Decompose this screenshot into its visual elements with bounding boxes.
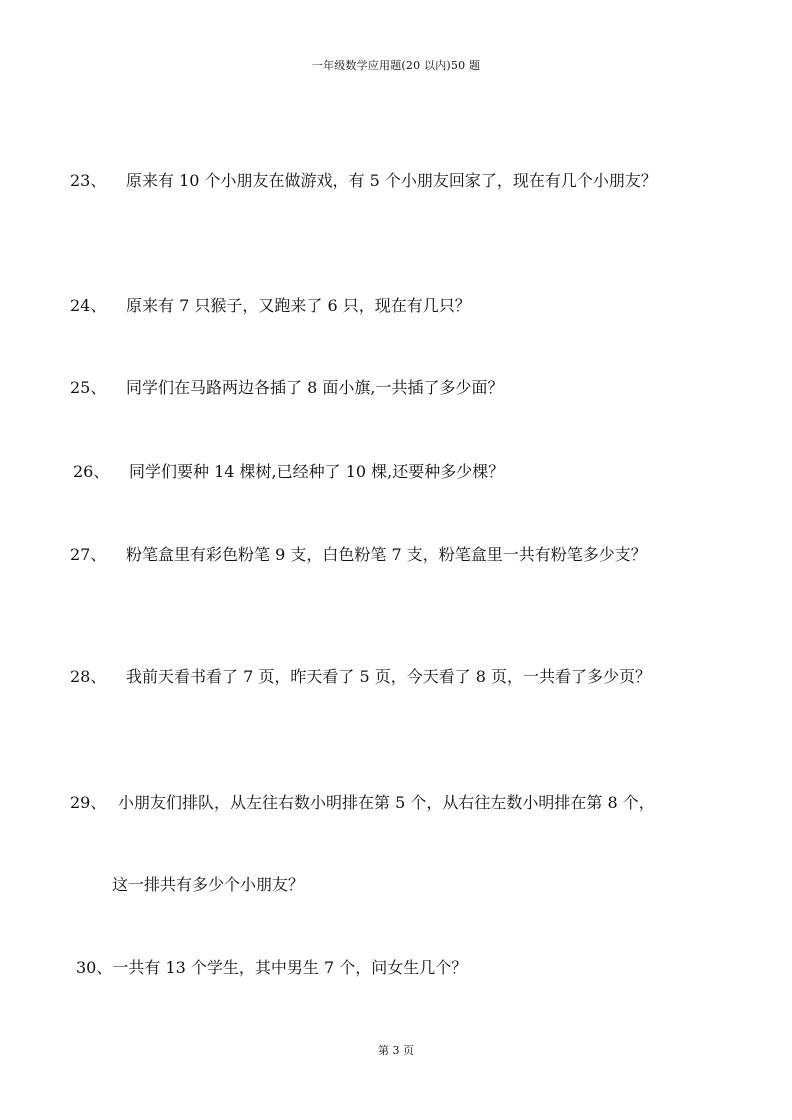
question-number: 26、: [73, 462, 110, 481]
question-number: 30、: [76, 958, 113, 977]
question-number: 29、: [70, 793, 107, 812]
question-30: [76, 958, 467, 978]
question-29: [70, 793, 655, 813]
question-28: [70, 667, 651, 687]
question-number: 27、: [70, 545, 107, 564]
question-text: 小朋友们排队，从左往右数小明排在第 5 个，从右往左数小明排在第 8 个，: [118, 793, 655, 812]
question-25: [70, 378, 503, 398]
page-number: 第 3 页: [378, 1044, 414, 1057]
question-number: 24、: [70, 296, 107, 315]
question-text: 同学们要种 14 棵树,已经种了 10 棵,还要种多少棵？: [129, 462, 505, 481]
question-number: 23、: [70, 171, 107, 190]
question-text: 原来有 7 只猴子，又跑来了 6 只，现在有几只？: [126, 296, 471, 315]
question-27: [70, 545, 647, 565]
question-text: 粉笔盒里有彩色粉笔 9 支，白色粉笔 7 支，粉笔盒里一共有粉笔多少支？: [126, 545, 647, 564]
question-29-continuation: 这一排共有多少个小朋友？: [112, 875, 305, 894]
question-text: 我前天看书看了 7 页，昨天看了 5 页，今天看了 8 页，一共看了多少页？: [126, 667, 652, 686]
question-24: [70, 296, 471, 316]
question-23: [70, 171, 657, 191]
question-text: 一共有 13 个学生，其中男生 7 个，问女生几个？: [112, 958, 468, 977]
question-text: 同学们在马路两边各插了 8 面小旗,一共插了多少面？: [126, 378, 504, 397]
question-number: 28、: [70, 667, 107, 686]
question-number: 25、: [70, 378, 107, 397]
question-text: 原来有 10 个小朋友在做游戏，有 5 个小朋友回家了，现在有几个小朋友？: [126, 171, 657, 190]
question-26: [73, 462, 504, 482]
page-header-title: 一年级数学应用题(20 以内)50 题: [311, 59, 481, 72]
